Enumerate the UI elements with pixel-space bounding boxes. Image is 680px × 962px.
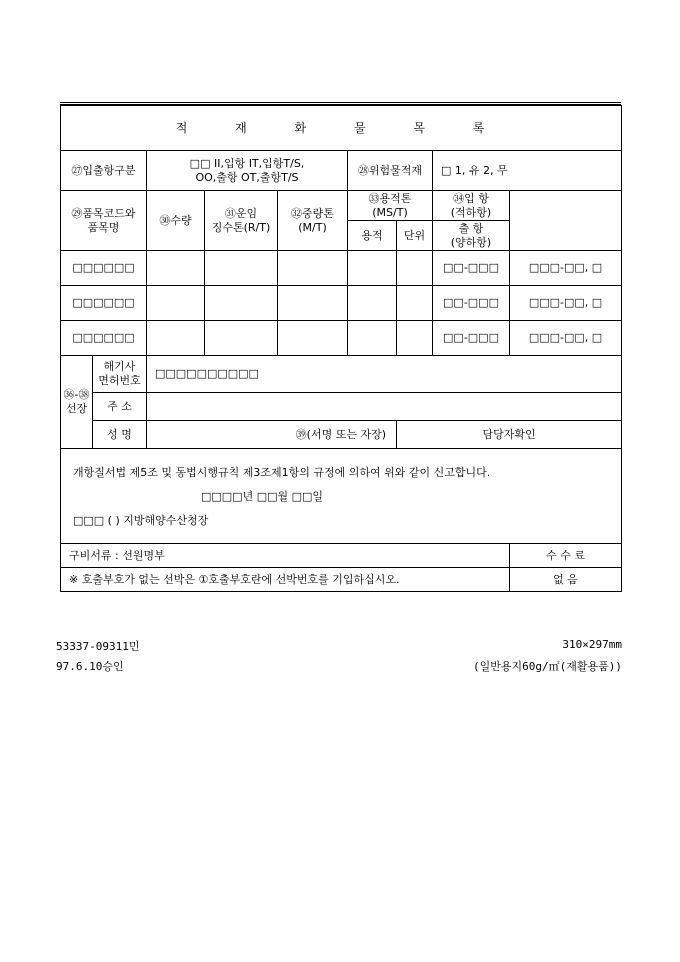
table-row [61, 321, 622, 356]
approval-date: 97.6.10승인 [56, 660, 124, 673]
item-code-cell[interactable]: □□□□□□ [61, 286, 147, 321]
freight-header: ㉛운임 징수톤(R/T) [205, 191, 278, 251]
danger-value: □ 1, 유 2, 무 [433, 151, 622, 191]
paper-spec: (일반용지60g/㎡(재활용품)) [473, 660, 622, 673]
port-out-cell[interactable]: □□□-□□, □ [510, 251, 622, 286]
danger-label: ㉘위험물적재 [348, 151, 433, 191]
license-value[interactable]: □□□□□□□□□□ [147, 356, 622, 393]
quantity-cell[interactable] [147, 251, 205, 286]
blank-header [510, 191, 622, 251]
freight-cell[interactable] [205, 251, 278, 286]
freight-cell[interactable] [205, 321, 278, 356]
port-out-cell[interactable]: □□□-□□, □ [510, 321, 622, 356]
item-code-cell[interactable]: □□□□□□ [61, 251, 147, 286]
quantity-cell[interactable] [147, 286, 205, 321]
port-in-cell[interactable]: □□-□□□ [433, 286, 510, 321]
fee-value: 없 음 [510, 568, 622, 592]
license-label: 해기사 면허번호 [93, 356, 147, 393]
manifest-table [60, 105, 622, 592]
footer-line-2 [56, 658, 622, 674]
declaration [61, 449, 622, 544]
paper-size: 310×297mm [562, 638, 622, 651]
declaration-authority: □□□ ( ) 지방해양수산청장 [73, 514, 209, 527]
weight-cell[interactable] [278, 321, 348, 356]
table-row [61, 286, 622, 321]
weight-cell[interactable] [278, 286, 348, 321]
cargo-manifest-form [60, 102, 621, 592]
declaration-text: 개항질서법 제5조 및 동법시행규칙 제3조제1항의 규정에 의하여 위와 같이 신고합니다. [73, 466, 491, 479]
required-docs: 구비서류 : 선원명부 [61, 544, 510, 568]
weight-cell[interactable] [278, 251, 348, 286]
footer-line-1 [56, 638, 622, 654]
port-in-cell[interactable]: □□-□□□ [433, 251, 510, 286]
weight-header: ㉜중량톤 (M/T) [278, 191, 348, 251]
declaration-date[interactable]: □□□□년 □□월 □□일 [201, 490, 324, 503]
unit-cell[interactable] [397, 321, 433, 356]
unit-cell[interactable] [397, 251, 433, 286]
item-code-header: ㉙품목코드와 품목명 [61, 191, 147, 251]
fee-label: 수 수 료 [510, 544, 622, 568]
officer-confirm-label: 담당자확인 [397, 421, 622, 449]
inout-value: □□ II,입항 IT,입항T/S, OO,출항 OT,출항T/S [147, 151, 348, 191]
port-in-cell[interactable]: □□-□□□ [433, 321, 510, 356]
volume-sub-header: 용적 [348, 221, 397, 251]
quantity-cell[interactable] [147, 321, 205, 356]
callsign-note: ※ 호출부호가 없는 선박은 ①호출부호란에 선박번호를 기입하십시오. [61, 568, 510, 592]
unit-cell[interactable] [397, 286, 433, 321]
signature-field[interactable]: ㊴(서명 또는 자장) [147, 421, 397, 449]
form-code: 53337-09311민 [56, 640, 140, 653]
volume-header: ㉝용적톤 (MS/T) [348, 191, 433, 221]
address-value[interactable] [147, 393, 622, 421]
volume-cell[interactable] [348, 286, 397, 321]
inout-label: ㉗입출항구분 [61, 151, 147, 191]
item-code-cell[interactable]: □□□□□□ [61, 321, 147, 356]
volume-cell[interactable] [348, 251, 397, 286]
form-title: 적 재 화 물 목 록 [61, 106, 622, 151]
unit-sub-header: 단위 [397, 221, 433, 251]
quantity-header: ㉚수량 [147, 191, 205, 251]
freight-cell[interactable] [205, 286, 278, 321]
captain-group-label: ㊱-㊳ 선장 [61, 356, 93, 449]
name-label: 성 명 [93, 421, 147, 449]
port-in-header: ㉞입 항 (적하항) [433, 191, 510, 221]
address-label: 주 소 [93, 393, 147, 421]
port-out-cell[interactable]: □□□-□□, □ [510, 286, 622, 321]
table-row [61, 251, 622, 286]
port-out-header: 출 항 (양하항) [433, 221, 510, 251]
volume-cell[interactable] [348, 321, 397, 356]
